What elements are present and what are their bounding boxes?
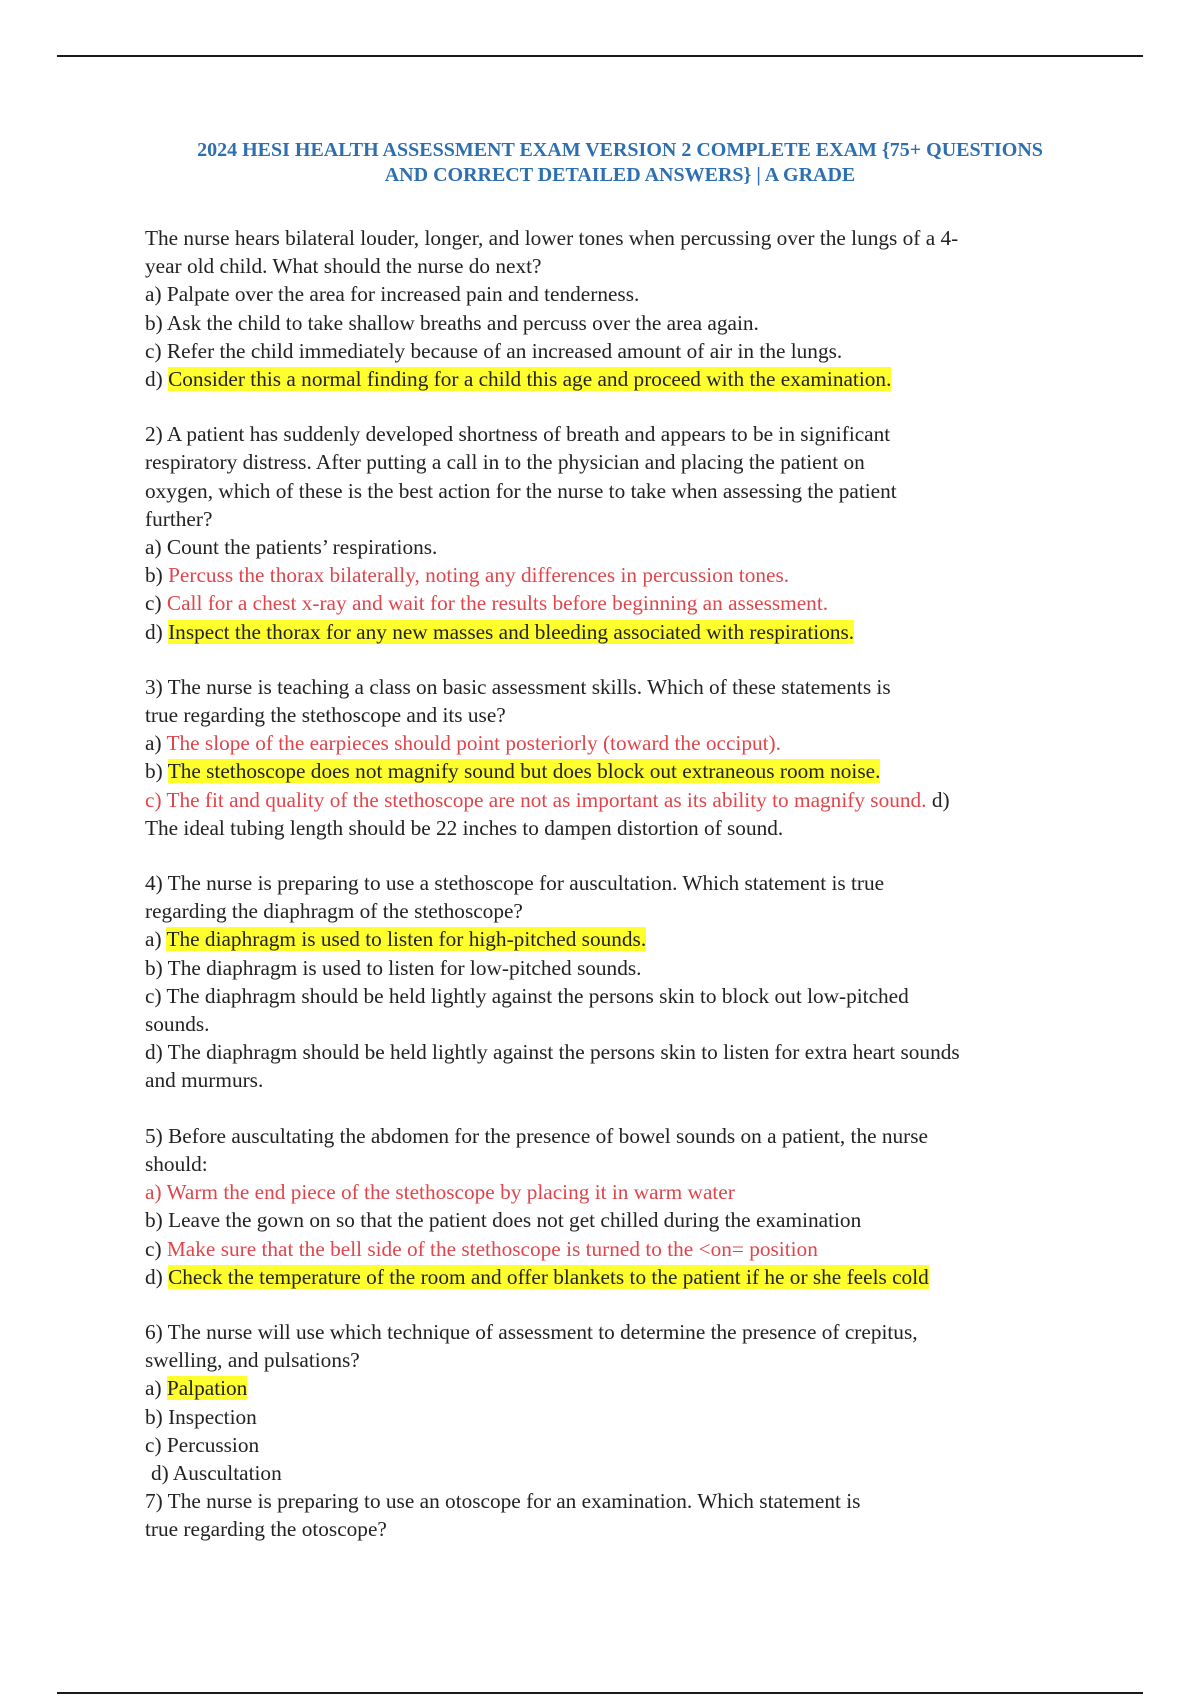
correct-answer-highlight: The diaphragm is used to listen for high-pitched sounds. — [166, 927, 647, 952]
question-2-stem-line-4: further? — [145, 506, 213, 531]
question-4-option-c-line-2: sounds. — [145, 1012, 210, 1037]
question-2 — [145, 420, 1095, 646]
question-2-option-a: a) Count the patients’ respirations. — [145, 535, 438, 560]
question-6-stem-line-2: swelling, and pulsations? — [145, 1348, 360, 1373]
question-4-option-d-line-1: d) The diaphragm should be held lightly against the persons skin to listen for extra heart sounds — [145, 1040, 960, 1065]
title-line-2: AND CORRECT DETAILED ANSWERS} | A GRADE — [384, 164, 856, 186]
question-6-option-b: b) Inspection — [145, 1404, 257, 1429]
document-body — [145, 138, 1095, 1544]
question-3-option-d: The ideal tubing length should be 22 inches to dampen distortion of sound. — [145, 815, 784, 840]
question-2-option-b — [145, 561, 1095, 589]
question-4-option-d-line-2: and murmurs. — [145, 1068, 264, 1093]
question-2-option-c — [145, 589, 1095, 617]
incorrect-answer-text: Call for a chest x-ray and wait for the results before beginning an assessment. — [166, 591, 829, 616]
question-5-stem-line-1: 5) Before auscultating the abdomen for the presence of bowel sounds on a patient, the nurse — [145, 1123, 929, 1148]
option-letter: d) — [145, 1264, 169, 1289]
correct-answer-highlight: Consider this a normal finding for a child this age and proceed with the examination. — [168, 367, 892, 392]
question-4-stem-line-2: regarding the diaphragm of the stethoscope? — [145, 899, 523, 924]
question-6-option-a — [145, 1374, 1095, 1402]
option-letter: a) — [145, 731, 167, 756]
correct-answer-highlight: Check the temperature of the room and offer blankets to the patient if he or she feels cold — [168, 1264, 929, 1289]
title-line-1: 2024 HESI HEALTH ASSESSMENT EXAM VERSION 2 COMPLETE EXAM {75+ QUESTIONS — [197, 139, 1043, 161]
question-1 — [145, 224, 1095, 393]
option-letter: a) — [145, 1376, 167, 1401]
option-letter: d) — [145, 619, 169, 644]
question-5-option-a: a) Warm the end piece of the stethoscope by placing it in warm water — [145, 1180, 735, 1205]
question-4-stem-line-1: 4) The nurse is preparing to use a stethoscope for auscultation. Which statement is true — [145, 871, 885, 896]
top-rule — [57, 55, 1143, 57]
question-2-option-d — [145, 618, 1095, 646]
option-letter: c) — [145, 591, 167, 616]
question-1-option-a: a) Palpate over the area for increased pain and tenderness. — [145, 282, 640, 307]
option-letter: d) — [926, 787, 950, 812]
question-6-option-c: c) Percussion — [145, 1432, 260, 1457]
question-3 — [145, 673, 1095, 842]
question-1-option-b: b) Ask the child to take shallow breaths and percuss over the area again. — [145, 310, 759, 335]
question-6-option-d: d) Auscultation — [151, 1460, 282, 1485]
question-4-option-c-line-1: c) The diaphragm should be held lightly against the persons skin to block out low-pitched — [145, 983, 909, 1008]
question-6 — [145, 1318, 1095, 1487]
option-letter: a) — [145, 927, 167, 952]
option-letter: d) — [145, 367, 169, 392]
document-title — [145, 138, 1095, 188]
question-1-stem-line-1: The nurse hears bilateral louder, longer, and lower tones when percussing over the lungs of a 4- — [145, 226, 959, 250]
question-6-stem-line-1: 6) The nurse will use which technique of assessment to determine the presence of crepitus, — [145, 1319, 918, 1344]
question-4-option-a — [145, 925, 1095, 953]
question-5 — [145, 1122, 1095, 1291]
question-7-stem-line-1: 7) The nurse is preparing to use an otoscope for an examination. Which statement is — [145, 1489, 861, 1514]
incorrect-answer-text: The slope of the earpieces should point posteriorly (toward the occiput). — [166, 731, 781, 756]
question-4-option-b: b) The diaphragm is used to listen for low-pitched sounds. — [145, 955, 642, 980]
incorrect-answer-text: Percuss the thorax bilaterally, noting any differences in percussion tones. — [168, 563, 790, 588]
question-3-stem-line-2: true regarding the stethoscope and its use? — [145, 703, 506, 728]
bottom-rule — [57, 1692, 1143, 1694]
question-3-option-a — [145, 729, 1095, 757]
correct-answer-highlight: Palpation — [166, 1376, 248, 1401]
question-5-option-b: b) Leave the gown on so that the patient does not get chilled during the examination — [145, 1208, 862, 1233]
question-5-stem-line-2: should: — [145, 1151, 208, 1176]
option-letter: b) — [145, 759, 168, 784]
question-2-stem-line-3: oxygen, which of these is the best action for the nurse to take when assessing the patient — [145, 478, 897, 503]
question-1-option-c: c) Refer the child immediately because of an increased amount of air in the lungs. — [145, 338, 843, 363]
question-7-stem-line-2: true regarding the otoscope? — [145, 1517, 387, 1542]
option-letter: c) — [145, 1236, 167, 1261]
question-5-option-d — [145, 1263, 1095, 1291]
question-3-option-c — [145, 786, 1095, 814]
question-2-stem-line-2: respiratory distress. After putting a call in to the physician and placing the patient on — [145, 450, 865, 475]
question-5-option-c — [145, 1235, 1095, 1263]
question-7 — [145, 1487, 1095, 1543]
question-1-stem-line-2: year old child. What should the nurse do next? — [145, 254, 542, 279]
correct-answer-highlight: Inspect the thorax for any new masses and bleeding associated with respirations. — [168, 619, 855, 644]
correct-answer-highlight: The stethoscope does not magnify sound but does block out extraneous room noise. — [167, 759, 881, 784]
question-2-stem-line-1: 2) A patient has suddenly developed shortness of breath and appears to be in significant — [145, 422, 891, 447]
question-1-option-d — [145, 365, 1095, 393]
question-4 — [145, 869, 1095, 1095]
option-letter: b) — [145, 563, 169, 588]
question-3-option-b — [145, 757, 1095, 785]
question-3-stem-line-1: 3) The nurse is teaching a class on basic assessment skills. Which of these statements is — [145, 674, 891, 699]
incorrect-answer-text: c) The fit and quality of the stethoscope are not as important as its ability to magnify sound. — [145, 787, 927, 812]
incorrect-answer-text: Make sure that the bell side of the stethoscope is turned to the <on= position — [166, 1236, 818, 1261]
